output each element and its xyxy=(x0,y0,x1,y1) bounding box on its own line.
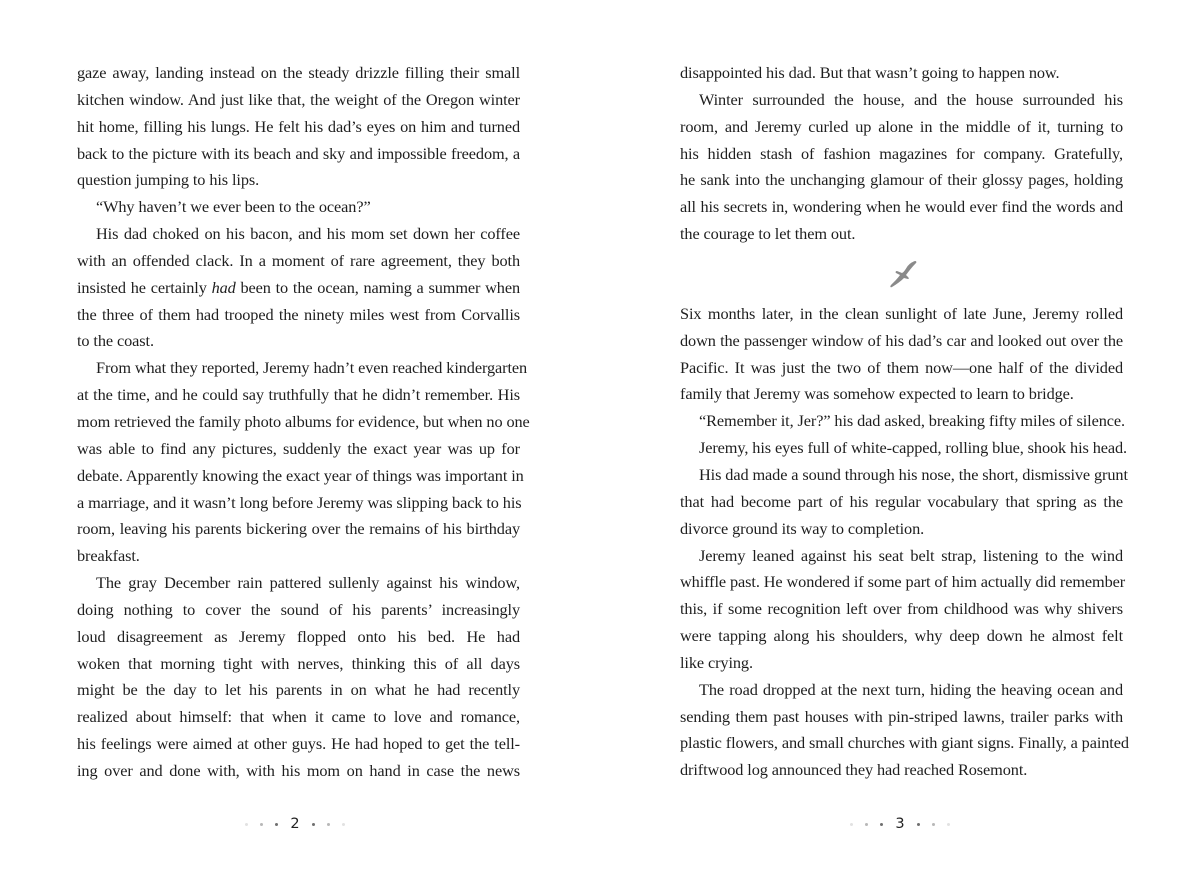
text-before-section-break xyxy=(680,60,1123,248)
text-line: the courage to let them out. xyxy=(680,224,856,244)
text-line: realized about himself: that when it came to love and romance, xyxy=(77,707,520,727)
text-line: “Remember it, Jer?” his dad asked, breaking fifty miles of silence. xyxy=(699,411,1125,431)
text-line: hit home, filling his lungs. He felt his dad’s eyes on him and turned xyxy=(77,116,520,136)
text-line: with an offended clack. In a moment of rare agreement, they both xyxy=(77,250,520,270)
folio-dot xyxy=(342,823,345,826)
folio-dot xyxy=(917,823,920,826)
folio-dot xyxy=(865,823,868,826)
text-line: room, and Jeremy curled up alone in the middle of it, turning to xyxy=(680,116,1123,136)
section-break xyxy=(680,248,1123,301)
text-line: divorce ground its way to completion. xyxy=(680,518,925,538)
folio-dot xyxy=(245,823,248,826)
text-line: plastic flowers, and small churches with giant signs. Finally, a painted xyxy=(680,733,1129,753)
folio-dot xyxy=(312,823,315,826)
folio-dot xyxy=(850,823,853,826)
text-line: this, if some recognition left over from childhood was why shivers xyxy=(680,599,1123,619)
text-line: whiffle past. He wondered if some part of him actually did remember xyxy=(680,572,1126,592)
text-line: back to the picture with its beach and sky and impossible freedom, a xyxy=(77,143,520,163)
text-line: all his secrets in, wondering when he would ever find the words and xyxy=(680,197,1123,217)
text-line: down the passenger window of his dad’s car and looked out over the xyxy=(680,330,1123,350)
seagull-icon xyxy=(885,258,919,292)
text-line: that had become part of his regular vocabulary that spring as the xyxy=(680,491,1123,511)
page-number: 3 xyxy=(895,816,905,832)
right-page-body xyxy=(680,60,1129,784)
text-line: The road dropped at the next turn, hiding the heaving ocean and xyxy=(699,679,1123,699)
text-line: might be the day to let his parents in on what he had recently xyxy=(77,680,520,700)
text-line: doing nothing to cover the sound of his parents’ increasingly xyxy=(77,599,520,619)
text-line: sending them past houses with pin-striped lawns, trailer parks with xyxy=(680,706,1123,726)
text-after-section-break xyxy=(680,301,1129,784)
text-line: to the coast. xyxy=(77,331,154,351)
text-line: like crying. xyxy=(680,652,753,672)
text-line: room, leaving his parents bickering over the remains of his birthday xyxy=(77,519,520,539)
text-line: family that Jeremy was somehow expected to learn to bridge. xyxy=(680,384,1074,404)
left-page-body xyxy=(77,60,530,785)
text-line: at the time, and he could say truthfully that he didn’t remember. His xyxy=(77,385,520,405)
folio-dot xyxy=(947,823,950,826)
folio-dot xyxy=(880,823,883,826)
right-page xyxy=(600,0,1200,872)
text-line: question jumping to his lips. xyxy=(77,170,260,190)
text-line: kitchen window. And just like that, the weight of the Oregon winter xyxy=(77,89,520,109)
text-line: His dad choked on his bacon, and his mom set down her coffee xyxy=(96,224,520,244)
page-number: 2 xyxy=(290,816,300,832)
text-line: debate. Apparently knowing the exact year of things was important in xyxy=(77,465,524,485)
text-line: ing over and done with, with his mom on hand in case the news xyxy=(77,760,520,780)
text-line: “Why haven’t we ever been to the ocean?” xyxy=(96,197,371,217)
text-line: Jeremy, his eyes full of white-capped, rolling blue, shook his head. xyxy=(699,438,1128,458)
text-line: Pacific. It was just the two of them now—one half of the divided xyxy=(680,357,1123,377)
folio-dot xyxy=(260,823,263,826)
text-line: Jeremy leaned against his seat belt strap, listening to the wind xyxy=(699,545,1123,565)
text-line: his feelings were aimed at other guys. He had hoped to get the tell- xyxy=(77,734,520,754)
text-line: a marriage, and it wasn’t long before Jeremy was slipping back to his xyxy=(77,492,522,512)
text-line: Six months later, in the clean sunlight of late June, Jeremy rolled xyxy=(680,303,1123,323)
text-line: The gray December rain pattered sullenly against his window, xyxy=(96,573,520,593)
folio-dot xyxy=(327,823,330,826)
text-line: mom retrieved the family photo albums for evidence, but when no one xyxy=(77,411,530,431)
text-line: insisted he certainly had been to the ocean, naming a summer when xyxy=(77,277,520,297)
page-number-footer xyxy=(800,816,1000,832)
text-line: disappointed his dad. But that wasn’t going to happen now. xyxy=(680,63,1060,82)
text-line: From what they reported, Jeremy hadn’t even reached kindergarten xyxy=(96,358,528,378)
folio-dot xyxy=(932,823,935,826)
text-line: breakfast. xyxy=(77,546,140,566)
text-line: Winter surrounded the house, and the house surrounded his xyxy=(699,89,1123,109)
text-line: driftwood log announced they had reached Rosemont. xyxy=(680,760,1028,780)
text-line: woken that morning tight with nerves, thinking this of all days xyxy=(77,653,520,673)
text-line: were tapping along his shoulders, why deep down he almost felt xyxy=(680,626,1123,646)
text-line: he sank into the unchanging glamour of their glossy pages, holding xyxy=(680,170,1123,190)
text-line: was able to find any pictures, suddenly the exact year was up for xyxy=(77,438,520,458)
page-number-footer xyxy=(195,816,395,832)
text-line: gaze away, landing instead on the steady drizzle filling their small xyxy=(77,63,520,82)
text-line: the three of them had trooped the ninety miles west from Corvallis xyxy=(77,304,520,324)
folio-dot xyxy=(275,823,278,826)
text-line: His dad made a sound through his nose, the short, dismissive grunt xyxy=(699,464,1128,484)
text-line: loud disagreement as Jeremy flopped onto his bed. He had xyxy=(77,626,520,646)
text-line: his hidden stash of fashion magazines for company. Gratefully, xyxy=(680,143,1123,163)
